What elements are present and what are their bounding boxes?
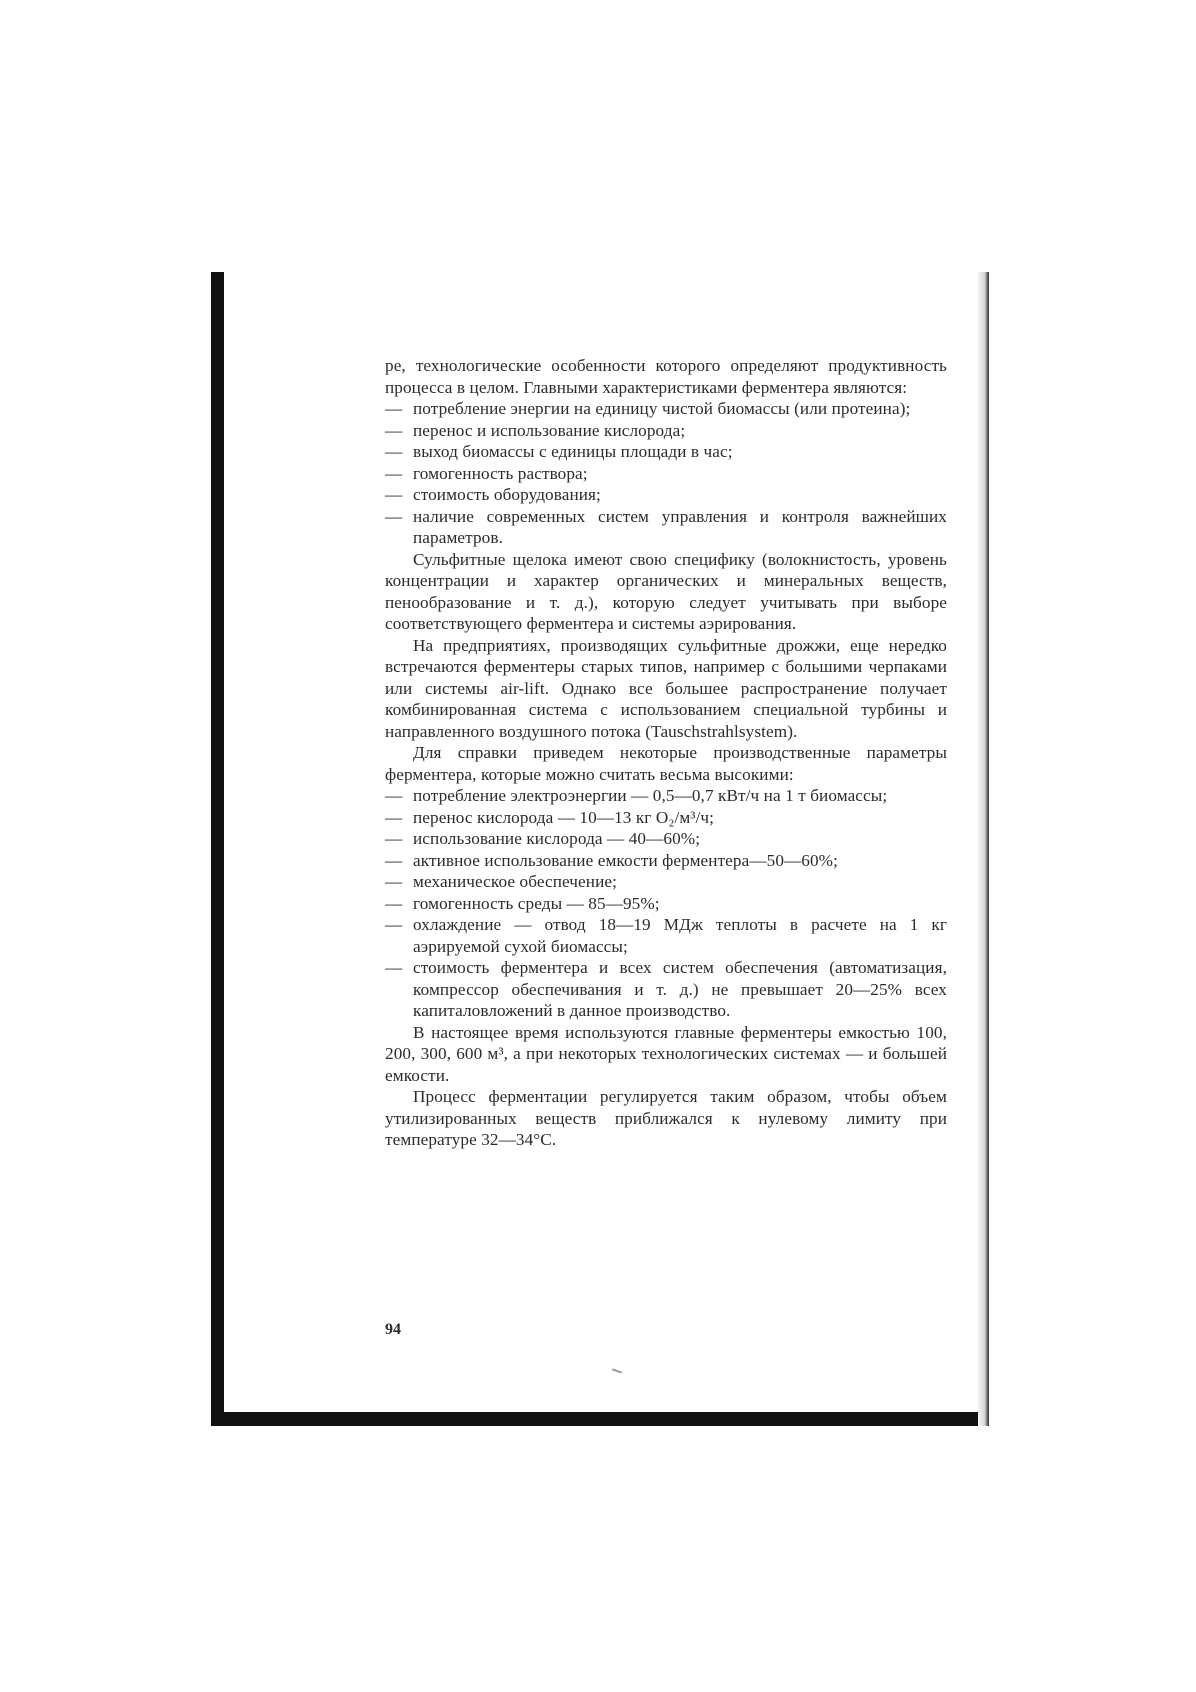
current-time-paragraph: В настоящее время используются главные ферментеры емкостью 100, 200, 300, 600 м³, а при некоторых технологических системах — и большей емкости. xyxy=(385,1022,947,1085)
dash-marker: — xyxy=(385,872,403,891)
dash-marker: — xyxy=(385,420,403,440)
list-item-text: потребление электроэнергии — 0,5—0,7 кВт/ч на 1 т биомассы; xyxy=(413,786,888,805)
list-item-text: гомогенность среды — 85—95%; xyxy=(413,893,660,913)
list-item xyxy=(385,850,947,872)
dash-marker: — xyxy=(385,506,403,526)
list-item-text: стоимость ферментера и всех систем обеспечения (автоматизация, компрессор обеспечивания и т. д.) не превышает 20—25% всех капиталовложений в данное производство. xyxy=(413,958,947,1020)
list-item xyxy=(385,893,947,915)
list-item xyxy=(385,420,947,442)
sulfite-paragraph: Сульфитные щелока имеют свою специфику (волокнистость, уровень концентрации и характер органических и минеральных веществ, пенообразование и т. д.), которую следует учитывать при выборе соответствующего ферментера и системы аэрирования. xyxy=(385,549,947,633)
dash-marker: — xyxy=(385,485,403,504)
list-item-text: выход биомассы с единицы площади в час; xyxy=(413,442,733,461)
list-item xyxy=(385,441,947,463)
dash-marker: — xyxy=(385,463,403,483)
intro-paragraph: ре, технологические особенности которого определяют продуктивность процесса в целом. Главными характеристиками ферментера являются: xyxy=(385,356,947,397)
list-item-text: механическое обеспечение; xyxy=(413,872,617,891)
list-item xyxy=(385,785,947,807)
list-item xyxy=(385,463,947,485)
dash-marker: — xyxy=(385,850,403,870)
list-item-text: перенос кислорода — 10—13 кг O₂/м³/ч; xyxy=(413,807,715,827)
list-item xyxy=(385,398,947,420)
list-item-text: использование кислорода — 40—60%; xyxy=(413,829,701,848)
list-item-text: потребление энергии на единицу чистой биомассы (или протеина); xyxy=(413,399,911,418)
list-item xyxy=(385,957,947,1022)
dash-marker: — xyxy=(385,442,403,461)
body-text xyxy=(385,355,947,1151)
page-binding-edge xyxy=(978,272,989,1426)
dash-marker: — xyxy=(385,829,403,848)
list-item xyxy=(385,828,947,850)
page-number: 94 xyxy=(385,1321,401,1338)
dash-marker: — xyxy=(385,399,403,418)
list-item-text: наличие современных систем управления и контроля важнейших параметров. xyxy=(413,506,947,547)
dash-marker: — xyxy=(385,915,403,934)
list-item xyxy=(385,914,947,957)
dash-marker: — xyxy=(385,958,403,977)
dash-marker: — xyxy=(385,786,403,805)
reference-paragraph: Для справки приведем некоторые производственные параметры ферментера, которые можно считать весьма высокими: xyxy=(385,743,947,784)
dash-marker: — xyxy=(385,807,403,827)
list-item xyxy=(385,506,947,549)
dash-marker: — xyxy=(385,893,403,913)
list-item-text: гомогенность раствора; xyxy=(413,463,588,483)
enterprises-paragraph: На предприятиях, производящих сульфитные дрожжи, еще нередко встречаются ферментеры старых типов, например с большими черпаками или системы air-lift. Однако все большее распространение получает комбинированная система с использованием специальной турбины и направленного воздушного потока (Tauschstrahlsystem). xyxy=(385,635,947,741)
fermenter-parameters-list xyxy=(385,785,947,1022)
list-item xyxy=(385,807,947,829)
list-item-text: стоимость оборудования; xyxy=(413,485,601,504)
list-item-text: охлаждение — отвод 18—19 МДж теплоты в расчете на 1 кг аэрируемой сухой биомассы; xyxy=(413,915,947,956)
list-item-text: активное использование емкости ферментера—50—60%; xyxy=(413,850,838,870)
list-item xyxy=(385,484,947,506)
process-paragraph: Процесс ферментации регулируется таким образом, чтобы объем утилизированных веществ приближался к нулевому лимиту при температуре 32—34°C. xyxy=(385,1087,947,1149)
fermenter-characteristics-list xyxy=(385,398,947,549)
list-item-text: перенос и использование кислорода; xyxy=(413,420,686,440)
list-item xyxy=(385,871,947,893)
